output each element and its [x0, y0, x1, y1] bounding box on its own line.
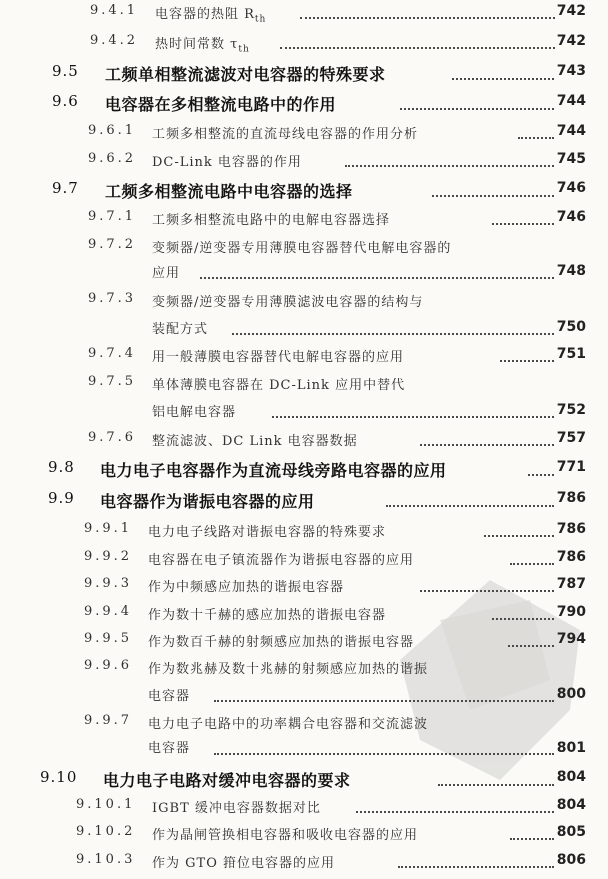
leader-dots	[484, 535, 554, 537]
entry-page: 746	[556, 209, 586, 225]
leader-dots	[400, 108, 554, 110]
entry-page: 757	[556, 430, 586, 446]
entry-number: 9.7.3	[88, 291, 137, 306]
entry-number: 9.9.4	[84, 604, 133, 619]
entry-title-cont: 应用	[152, 266, 181, 281]
entry-title-cont: 装配方式	[152, 322, 209, 337]
entry-title: 电容器在多相整流电路中的作用	[105, 95, 337, 114]
entry-page: 804	[556, 769, 586, 785]
entry-number: 9.6	[52, 92, 79, 110]
entry-page: 742	[556, 33, 586, 49]
leader-dots	[510, 563, 554, 565]
leader-dots	[420, 444, 554, 446]
entry-number: 9.6.2	[88, 151, 137, 166]
entry-title: 工频多相整流的直流母线电容器的作用分析	[152, 127, 419, 142]
entry-number: 9.10	[40, 768, 78, 786]
entry-number: 9.10.3	[76, 852, 136, 867]
entry-page: 750	[556, 319, 586, 335]
leader-dots	[356, 811, 554, 813]
leader-dots	[518, 137, 554, 139]
entry-title: 热时间常数 $\tau_{th}$	[155, 37, 250, 55]
entry-page: 745	[556, 151, 586, 167]
entry-number: 9.7.4	[88, 346, 137, 361]
entry-number: 9.7.1	[88, 209, 137, 224]
entry-title: 变频器/逆变器专用薄膜电容器替代电解电容器的	[152, 241, 452, 256]
leader-dots	[386, 505, 554, 507]
leader-dots	[214, 700, 554, 702]
entry-title: 电力电子电路中的功率耦合电容器和交流滤波	[148, 717, 429, 732]
entry-number: 9.9.6	[84, 658, 133, 673]
entry-title: 作为数百千赫的射频感应加热的谐振电容器	[148, 635, 415, 650]
entry-title: 电力电子线路对谐振电容器的特殊要求	[148, 525, 387, 540]
leader-dots	[280, 47, 555, 49]
entry-page: 786	[556, 549, 586, 565]
leader-dots	[232, 333, 554, 335]
entry-page: 787	[556, 576, 586, 592]
entry-page: 790	[556, 604, 586, 620]
leader-dots	[420, 590, 554, 592]
entry-page: 800	[556, 686, 586, 702]
entry-number: 9.10.2	[76, 824, 136, 839]
entry-title: 作为中频感应加热的谐振电容器	[148, 580, 345, 595]
entry-title: 用一般薄膜电容器替代电解电容器的应用	[152, 350, 405, 365]
entry-number: 9.9.5	[84, 631, 133, 646]
entry-title: DC-Link 电容器的作用	[152, 155, 302, 170]
entry-page: 744	[556, 123, 586, 139]
entry-title: 作为 GTO 箝位电容器的应用	[152, 856, 335, 871]
entry-title-cont: 铝电解电容器	[152, 405, 237, 420]
entry-title: 作为数十千赫的感应加热的谐振电容器	[148, 608, 387, 623]
entry-title: 整流滤波、DC Link 电容器数据	[152, 434, 358, 449]
entry-number: 9.6.1	[88, 123, 137, 138]
entry-title: 作为数兆赫及数十兆赫的射频感应加热的谐振	[148, 662, 429, 677]
entry-title: 电容器作为谐振电容器的应用	[100, 492, 315, 511]
entry-page: 804	[556, 797, 586, 813]
entry-title-cont: 电容器	[148, 689, 191, 704]
entry-page: 806	[556, 852, 586, 868]
entry-number: 9.9.1	[84, 521, 133, 536]
entry-page: 771	[556, 459, 586, 475]
entry-title: 工频多相整流电路中电容器的选择	[105, 182, 353, 201]
entry-number: 9.8	[48, 458, 75, 476]
entry-number: 9.9.3	[84, 576, 133, 591]
leader-dots	[528, 474, 554, 476]
leader-dots	[398, 866, 554, 868]
entry-title: 电容器在电子镇流器作为谐振电容器的应用	[148, 553, 415, 568]
leader-dots	[432, 195, 554, 197]
entry-page: 743	[556, 63, 586, 79]
entry-page: 748	[556, 263, 586, 279]
leader-dots	[214, 753, 554, 755]
entry-page: 752	[556, 402, 586, 418]
leader-dots	[510, 838, 554, 840]
entry-number: 9.7.5	[88, 374, 137, 389]
entry-page: 786	[556, 521, 586, 537]
entry-title: IGBT 缓冲电容器数据对比	[152, 801, 321, 816]
leader-dots	[438, 784, 554, 786]
leader-dots	[345, 165, 554, 167]
entry-page: 744	[556, 93, 586, 109]
leader-dots	[200, 277, 554, 279]
leader-dots	[492, 618, 554, 620]
entry-title: 工频单相整流滤波对电容器的特殊要求	[105, 65, 386, 84]
leader-dots	[452, 78, 554, 80]
watermark-graphic	[380, 560, 600, 800]
entry-number: 9.4.1	[90, 3, 139, 18]
entry-page: 742	[556, 3, 586, 19]
entry-page: 751	[556, 346, 586, 362]
entry-page: 794	[556, 631, 586, 647]
leader-dots	[500, 360, 554, 362]
entry-title: 电力电子电容器作为直流母线旁路电容器的应用	[100, 461, 447, 480]
entry-title: 单体薄膜电容器在 DC-Link 应用中替代	[152, 378, 406, 393]
entry-title: 电容器的热阻 $R_{th}$	[155, 7, 267, 25]
entry-title: 电力电子电路对缓冲电容器的要求	[103, 771, 351, 790]
entry-number: 9.10.1	[76, 797, 136, 812]
entry-number: 9.9	[48, 489, 75, 507]
entry-number: 9.9.2	[84, 549, 133, 564]
entry-number: 9.7.6	[88, 430, 137, 445]
leader-dots	[492, 223, 554, 225]
leader-dots	[508, 645, 554, 647]
entry-page: 746	[556, 180, 586, 196]
entry-page: 805	[556, 824, 586, 840]
entry-title: 变频器/逆变器专用薄膜滤波电容器的结构与	[152, 295, 424, 310]
entry-number: 9.5	[52, 62, 79, 80]
entry-title: 作为晶闸管换相电容器和吸收电容器的应用	[152, 828, 419, 843]
leader-dots	[300, 17, 555, 19]
entry-number: 9.9.7	[84, 713, 133, 728]
leader-dots	[272, 416, 554, 418]
entry-page: 801	[556, 740, 586, 756]
entry-number: 9.7	[52, 179, 79, 197]
entry-number: 9.4.2	[90, 33, 139, 48]
entry-title: 工频多相整流电路中的电解电容器选择	[152, 213, 391, 228]
entry-title-cont: 电容器	[148, 741, 191, 756]
entry-page: 786	[556, 490, 586, 506]
entry-number: 9.7.2	[88, 237, 137, 252]
